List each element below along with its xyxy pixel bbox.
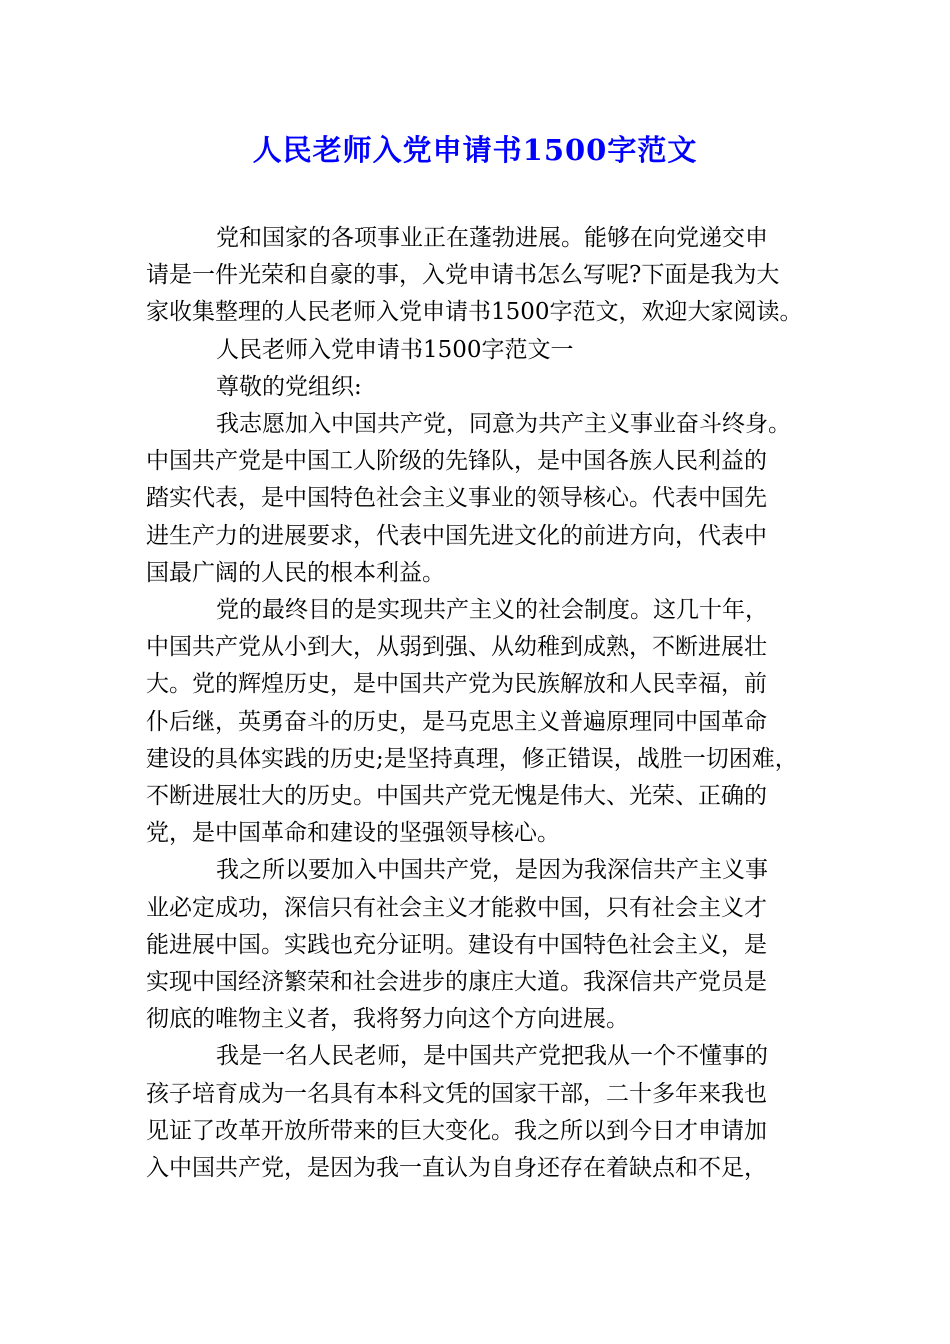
text-line: 党和国家的各项事业正在蓬勃进展。能够在向党递交申 xyxy=(216,225,768,251)
paragraph xyxy=(146,406,822,592)
text-line: 建设的具体实践的历史;是坚持真理，修正错误，战胜一切困难， xyxy=(146,745,798,772)
paragraph xyxy=(146,369,822,406)
paragraph xyxy=(146,592,822,852)
text-line: 家收集整理的人民老师入党申请书1500字范文，欢迎大家阅读。 xyxy=(146,299,803,326)
text-line: 仆后继，英勇奋斗的历史，是马克思主义普遍原理同中国革命 xyxy=(146,708,767,735)
text-line: 进生产力的进展要求，代表中国先进文化的前进方向，代表中 xyxy=(146,522,767,549)
text-line: 不断进展壮大的历史。中国共产党无愧是伟大、光荣、正确的 xyxy=(146,783,767,810)
paragraph xyxy=(146,220,822,332)
text-line: 能进展中国。实践也充分证明。建设有中国特色社会主义，是 xyxy=(146,931,767,958)
text-line: 我之所以要加入中国共产党，是因为我深信共产主义事 xyxy=(216,857,768,884)
document-title: 人民老师入党申请书1500字范文 xyxy=(252,133,698,167)
text-line: 党，是中国革命和建设的坚强领导核心。 xyxy=(146,820,560,847)
text-line: 我是一名人民老师，是中国共产党把我从一个不懂事的 xyxy=(216,1043,768,1070)
text-line: 国最广阔的人民的根本利益。 xyxy=(146,559,445,586)
text-line: 人民老师入党申请书1500字范文一 xyxy=(216,336,574,363)
text-line: 实现中国经济繁荣和社会进步的康庄大道。我深信共产党员是 xyxy=(146,969,767,996)
paragraph xyxy=(146,332,822,369)
text-line: 尊敬的党组织: xyxy=(216,373,362,400)
paragraph xyxy=(146,852,822,1038)
text-line: 入中国共产党，是因为我一直认为自身还存在着缺点和不足， xyxy=(146,1155,767,1182)
text-line: 中国共产党从小到大，从弱到强、从幼稚到成熟，不断进展壮 xyxy=(146,634,767,661)
text-line: 踏实代表，是中国特色社会主义事业的领导核心。代表中国先 xyxy=(146,485,767,512)
text-line: 业必定成功，深信只有社会主义才能救中国，只有社会主义才 xyxy=(146,894,767,921)
text-line: 党的最终目的是实现共产主义的社会制度。这几十年， xyxy=(216,597,768,624)
paragraph xyxy=(146,1038,822,1187)
text-line: 请是一件光荣和自豪的事，入党申请书怎么写呢?下面是我为大 xyxy=(146,262,780,289)
text-line: 大。党的辉煌历史，是中国共产党为民族解放和人民幸福，前 xyxy=(146,671,767,698)
text-line: 见证了改革开放所带来的巨大变化。我之所以到今日才申请加 xyxy=(146,1117,767,1144)
document-body xyxy=(146,220,822,1187)
text-line: 中国共产党是中国工人阶级的先锋队，是中国各族人民利益的 xyxy=(146,448,767,475)
text-line: 孩子培育成为一名具有本科文凭的国家干部，二十多年来我也 xyxy=(146,1080,767,1107)
text-line: 彻底的唯物主义者，我将努力向这个方向进展。 xyxy=(146,1006,629,1033)
text-line: 我志愿加入中国共产党，同意为共产主义事业奋斗终身。 xyxy=(216,411,791,438)
